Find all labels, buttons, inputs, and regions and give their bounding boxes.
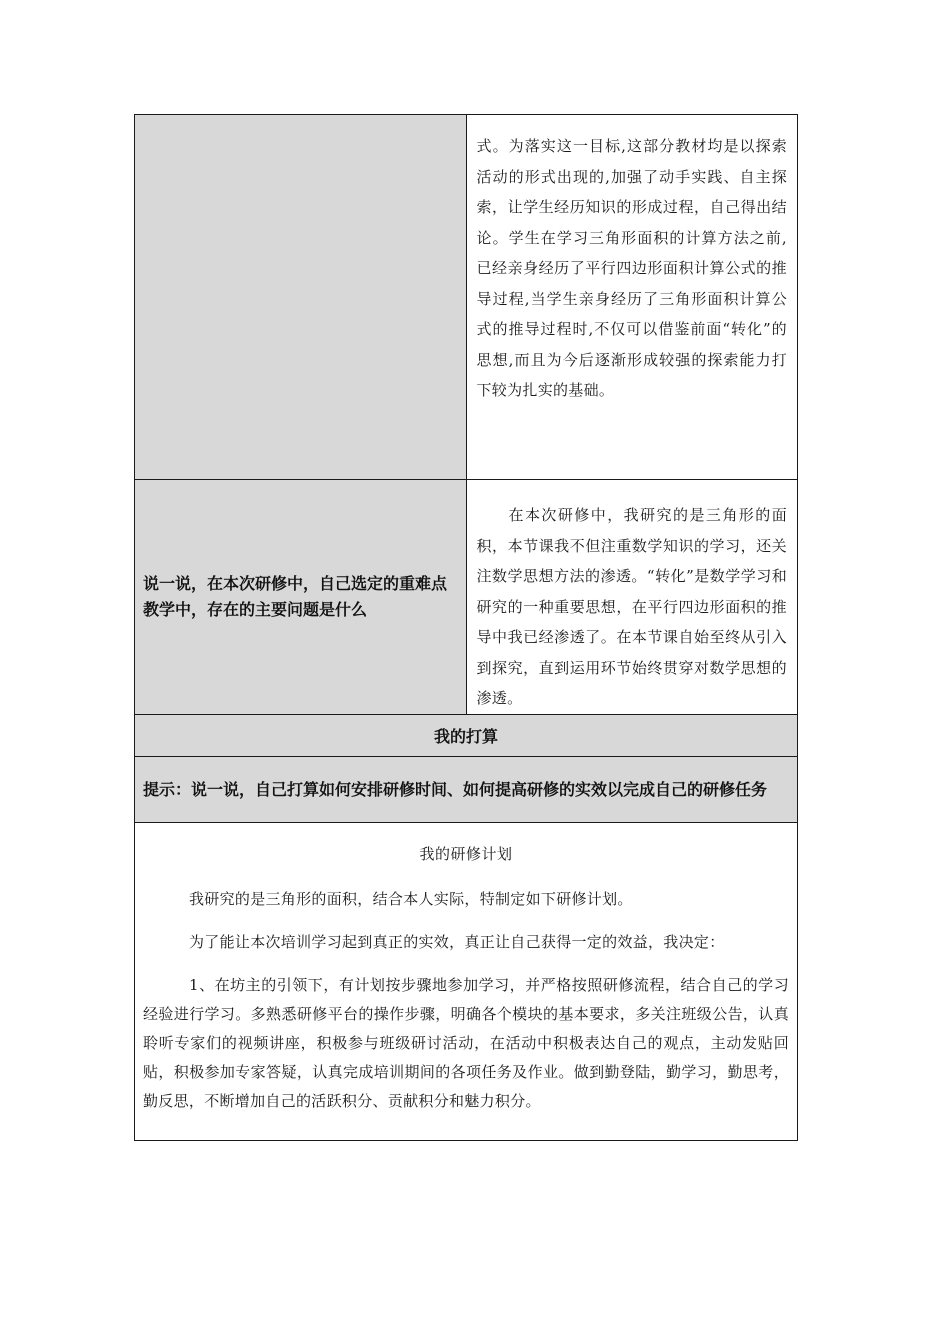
hint-row (135, 756, 798, 822)
research-form-table (134, 114, 798, 1141)
section-title: 我的打算 (135, 714, 798, 756)
analysis-row (135, 115, 798, 480)
hint-label: 提示： (143, 779, 192, 799)
plan-paragraph-1: 我研究的是三角形的面积，结合本人实际，特制定如下研修计划。 (189, 889, 633, 908)
analysis-right-cell (466, 115, 798, 480)
plan-section-header-row (135, 714, 798, 756)
hint-text: 说一说，自己打算如何安排研修时间、如何提高研修的实效以完成自己的研修任务 (191, 779, 768, 799)
plan-cell (135, 822, 798, 1140)
problem-question: 说一说，在本次研修中，自己选定的重难点教学中，存在的主要问题是什么 (135, 480, 467, 715)
problem-row (135, 480, 798, 715)
problem-answer-cell (466, 480, 798, 715)
plan-title: 我的研修计划 (419, 844, 513, 863)
analysis-text: 式。为落实这一目标,这部分教材均是以探索活动的形式出现的,加强了动手实践、自主探索，让学生经历知识的形成过程，自己得出结论。学生在学习三角形面积的计算方法之前,已经亲身经历了平行四边形面积计算公式的推导过程,当学生亲身经历了三角形面积计算公式的推导过程时,不仅可以借鉴前面“转化”的思想,而且为今后逐渐形成较强的探索能力打下较为扎实的基础。 (476, 137, 787, 399)
plan-paragraph-3: 1、在坊主的引领下，有计划按步骤地参加学习，并严格按照研修流程，结合自己的学习经验进行学习。多熟悉研修平台的操作步骤，明确各个模块的基本要求，多关注班级公告，认真聆听专家们的视频讲座，积极参与班级研讨活动，在活动中积极表达自己的观点，主动发贴回贴，积极参加专家答疑，认真完成培训期间的各项任务及作业。做到勤登陆，勤学习，勤思考，勤反思，不断增加自己的活跃积分、贡献积分和魅力积分。 (143, 975, 789, 1110)
hint-cell (135, 756, 798, 822)
analysis-left-cell (135, 115, 467, 480)
problem-answer: 在本次研修中，我研究的是三角形的面积，本节课我不但注重数学知识的学习，还关注数学思想方法的渗透。“转化”是数学学习和研究的一种重要思想，在平行四边形面积的推导中我已经渗透了。在本节课自始至终从引入到探究，直到运用环节始终贯穿对数学思想的渗透。 (476, 506, 787, 707)
plan-row (135, 822, 798, 1140)
plan-paragraph-2: 为了能让本次培训学习起到真正的实效，真正让自己获得一定的效益，我决定： (189, 932, 725, 951)
